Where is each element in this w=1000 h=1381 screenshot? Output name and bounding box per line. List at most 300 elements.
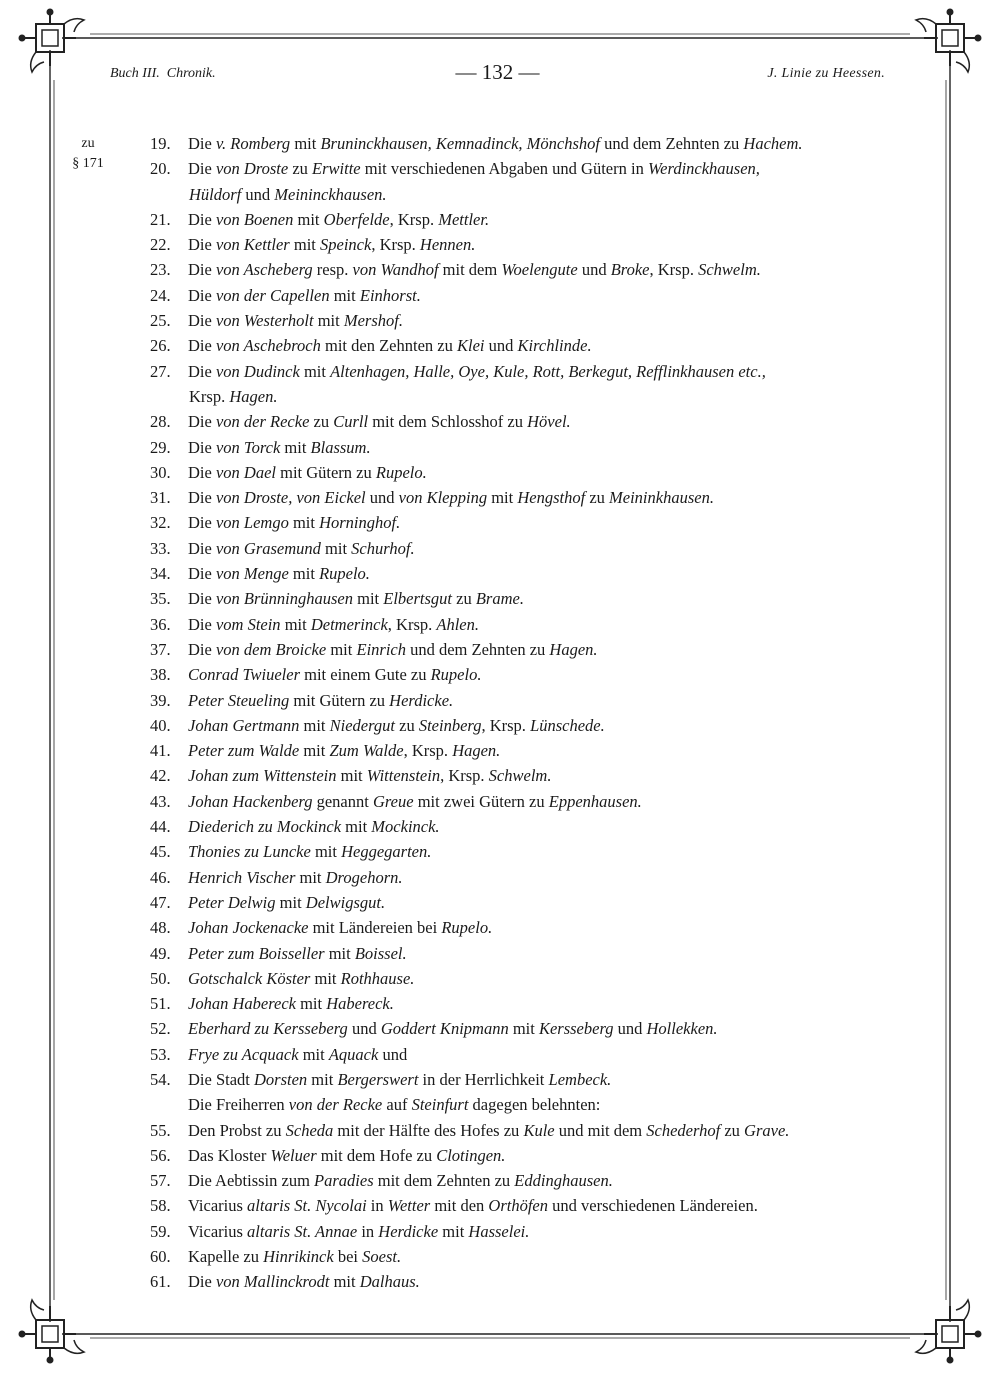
corner-ornament-top-left (19, 9, 84, 72)
entry-line (150, 865, 890, 890)
entry-name-italic: Ahlen. (436, 614, 480, 634)
entry-name-italic: Hengsthof (517, 488, 586, 508)
entry-number: 30. (150, 462, 171, 482)
entry-name-italic: Schwelm. (488, 766, 552, 786)
entry-line (150, 1269, 890, 1294)
entry-line (150, 991, 890, 1016)
page-number: — 132 — (455, 60, 540, 84)
corner-ornament-bottom-left (19, 1300, 84, 1363)
entry-number: 25. (150, 311, 171, 331)
entry-text: mit (295, 867, 326, 887)
entry-text: mit (280, 614, 311, 634)
entry-number: 40. (150, 715, 171, 735)
entry-line (150, 384, 890, 409)
entry-name-italic: Boissel. (354, 943, 407, 963)
entry-number: 56. (150, 1145, 171, 1165)
entry-number: 50. (150, 968, 171, 988)
entry-text: resp. (312, 260, 353, 280)
entry-text: Die (188, 412, 216, 432)
entry-name-italic: Hollekken. (646, 1019, 718, 1039)
entry-text: Die (188, 488, 216, 508)
entry-name-italic: Blassum. (310, 437, 371, 457)
entry-text: , Krsp. (387, 614, 437, 634)
entry-line (150, 359, 890, 384)
entry-list (150, 131, 890, 1295)
entry-name-italic: Schwelm. (698, 260, 761, 280)
entry-name-italic: Meininkhausen. (609, 488, 714, 508)
entry-text: mit (313, 311, 344, 331)
entry-text: Die (188, 614, 216, 634)
entry-name-italic: Hachem. (743, 134, 803, 153)
entry-name-italic: Werdinckhausen, (647, 159, 760, 179)
entry-name-italic: von der Recke (288, 1095, 383, 1115)
entry-line (150, 308, 890, 333)
entry-name-italic: Mershof. (343, 311, 403, 331)
entry-name-italic: Rupelo. (375, 462, 427, 482)
entry-text: Die (188, 260, 216, 280)
entry-line (150, 586, 890, 611)
entry-name-italic: von Droste (215, 159, 289, 179)
entry-text: mit (341, 817, 372, 837)
entry-name-italic: Peter Steueling (188, 690, 290, 710)
entry-text: Die (188, 235, 216, 255)
entry-name-italic: von Dudinck (215, 361, 300, 381)
entry-text: Den Probst zu (188, 1120, 286, 1140)
entry-name-italic: von Kettler (215, 235, 290, 255)
entry-text: mit (299, 361, 331, 381)
entry-name-italic: Peter Delwig (188, 892, 276, 912)
entry-text: zu (720, 1120, 745, 1140)
entry-line (150, 561, 890, 586)
entry-line (150, 435, 890, 460)
entry-name-italic: Johan Habereck (188, 994, 296, 1014)
entry-line (150, 612, 890, 637)
entry-name-italic: Hüldorf (189, 184, 242, 204)
entry-text: mit (326, 639, 357, 659)
entry-text: zu (452, 589, 476, 609)
entry-name-italic: Aquack (328, 1044, 379, 1064)
entry-name-italic: von Lemgo (215, 513, 289, 533)
entry-name-italic: von Wandhof (352, 260, 439, 280)
entry-name-italic: Speinck (320, 235, 372, 255)
entry-text: , Krsp. (649, 260, 699, 280)
entry-number: 22. (150, 235, 171, 255)
entry-name-italic: Gotschalck Köster (188, 968, 311, 988)
entry-number: 19. (150, 134, 171, 153)
entry-name-italic: von dem Broicke (215, 639, 327, 659)
entry-text: Die Aebtissin zum (188, 1171, 315, 1191)
entry-text: mit (289, 235, 320, 255)
entry-line (150, 1244, 890, 1269)
entry-text: mit (438, 1221, 469, 1241)
entry-line (150, 283, 890, 308)
entry-text: Die (188, 513, 216, 533)
entry-text: , Krsp. (389, 209, 439, 229)
entry-name-italic: Eppenhausen. (548, 791, 642, 811)
entry-text: mit den Zehnten zu (320, 336, 457, 356)
entry-name-italic: von Klepping (398, 488, 488, 508)
entry-text: mit zwei Gütern zu (413, 791, 549, 811)
entry-number: 42. (150, 766, 171, 786)
entry-name-italic: Mettler. (438, 209, 490, 229)
entry-text: Kapelle zu (188, 1247, 264, 1267)
entry-text: und (241, 184, 275, 204)
entry-name-italic: von Mallinckrodt (215, 1272, 330, 1292)
entry-name-italic: Hasselei. (468, 1221, 530, 1241)
entry-number: 55. (150, 1120, 171, 1140)
entry-number: 61. (150, 1272, 171, 1292)
entry-number: 52. (150, 1019, 171, 1039)
entry-number: 35. (150, 589, 171, 609)
entry-name-italic: Wetter (387, 1196, 431, 1216)
entry-text: Krsp. (189, 386, 230, 406)
entry-name-italic: Delwigsgut. (305, 892, 386, 912)
entry-text: mit (290, 134, 321, 153)
entry-name-italic: Rupelo. (430, 665, 482, 685)
entry-text: in (366, 1196, 388, 1216)
entry-name-italic: altaris St. Annae (247, 1221, 358, 1241)
entry-name-italic: Clotingen. (436, 1145, 506, 1165)
entry-name-italic: Heggegarten. (341, 842, 432, 862)
entry-name-italic: Bruninckhausen, Kemnadinck, Mönchshof (320, 134, 600, 153)
entry-text: zu (309, 412, 334, 432)
entry-text: Die (188, 437, 216, 457)
entry-name-italic: Conrad Twiueler (188, 665, 300, 685)
entry-line (150, 814, 890, 839)
entry-text: mit (329, 285, 360, 305)
entry-name-italic: Eberhard zu Kersseberg (188, 1019, 348, 1039)
entry-name-italic: Hinrikinck (263, 1247, 334, 1267)
entry-text: und (378, 1044, 408, 1064)
entry-text: Die (188, 361, 216, 381)
entry-text: , Krsp. (481, 715, 531, 735)
entry-number: 29. (150, 437, 171, 457)
entry-name-italic: von Aschebroch (215, 336, 321, 356)
entry-line (150, 713, 890, 738)
header-left: Buch III. Chronik. (110, 66, 216, 81)
entry-text: und mit dem (554, 1120, 647, 1140)
entry-text: und (347, 1019, 381, 1039)
entry-text: mit (352, 589, 384, 609)
entry-name-italic: Frye zu Acquack (188, 1044, 299, 1064)
entry-line (150, 1193, 890, 1218)
entry-text: zu (585, 488, 610, 508)
entry-name-italic: Weluer (270, 1145, 317, 1165)
entry-text: mit (310, 842, 342, 862)
entry-line (150, 1042, 890, 1067)
entry-name-italic: Elbertsgut (383, 589, 452, 609)
entry-number: 46. (150, 867, 171, 887)
entry-name-italic: von der Recke (215, 412, 310, 432)
entry-name-italic: Orthöfen (488, 1196, 549, 1216)
entry-name-italic: Goddert Knipmann (380, 1019, 509, 1039)
entry-name-italic: Wittenstein (366, 766, 441, 786)
entry-name-italic: von Dael (215, 462, 276, 482)
entry-text: mit Gütern zu (275, 462, 376, 482)
entry-text: zu (395, 715, 419, 735)
entry-text: Die (188, 589, 216, 609)
entry-line (150, 1143, 890, 1168)
entry-number: 41. (150, 741, 171, 761)
entry-line (150, 890, 890, 915)
entry-text: Das Kloster (188, 1145, 271, 1165)
entry-name-italic: Brame. (475, 589, 524, 609)
entry-name-italic: Rupelo. (441, 918, 493, 938)
entry-number: 60. (150, 1247, 171, 1267)
entry-line (150, 485, 890, 510)
entry-number: 33. (150, 538, 171, 558)
entry-text: , Krsp. (371, 235, 420, 255)
entry-name-italic: Peter zum Walde (188, 741, 300, 761)
entry-name-italic: Altenhagen, Halle, Oye, Kule, Rott, Berkegut, Refflinkhausen etc., (330, 361, 766, 381)
entry-text: genannt (312, 791, 373, 811)
entry-name-italic: Rupelo. (319, 564, 370, 584)
entry-name-italic: von Ascheberg (215, 260, 313, 280)
entry-number: 31. (150, 488, 171, 508)
entry-name-italic: Scheda (285, 1120, 334, 1140)
entry-text: auf (382, 1095, 412, 1115)
margin-note: zu § 171 (72, 136, 104, 171)
entry-number: 54. (150, 1069, 171, 1089)
entry-name-italic: Steinberg (418, 715, 482, 735)
entry-text: mit Gütern zu (289, 690, 390, 710)
entry-name-italic: Grave. (744, 1120, 790, 1140)
entry-line (150, 688, 890, 713)
entry-name-italic: Dalhaus. (359, 1272, 420, 1292)
entry-number: 24. (150, 285, 171, 305)
entry-number: 39. (150, 690, 171, 710)
entry-line (150, 207, 890, 232)
entry-number: 57. (150, 1171, 171, 1191)
entry-text: und (613, 1019, 647, 1039)
entry-text: mit (293, 209, 324, 229)
entry-name-italic: Thonies zu Luncke (188, 842, 311, 862)
entry-text: in (357, 1221, 379, 1241)
header-right: J. Linie zu Heessen. (767, 66, 885, 81)
entry-number: 38. (150, 665, 171, 685)
entry-name-italic: von Grasemund (215, 538, 321, 558)
entry-name-italic: Detmerinck (310, 614, 388, 634)
entry-number: 59. (150, 1221, 171, 1241)
entry-text: Die (188, 639, 216, 659)
entry-line (150, 460, 890, 485)
entry-name-italic: Diederich zu Mockinck (188, 817, 342, 837)
entry-name-italic: Johan Hackenberg (188, 791, 313, 811)
entry-number: 37. (150, 639, 171, 659)
entry-name-italic: Paradies (314, 1171, 374, 1191)
entry-text: und (577, 260, 611, 280)
entry-number: 21. (150, 209, 171, 229)
entry-name-italic: altaris St. Nycolai (247, 1196, 367, 1216)
entry-text: mit einem Gute zu (300, 665, 431, 685)
corner-ornament-top-right (916, 9, 981, 72)
entry-text: mit (295, 994, 327, 1014)
entry-name-italic: Herdicke. (389, 690, 454, 710)
entry-name-italic: Niedergut (329, 715, 396, 735)
entry-name-italic: Einrich (356, 639, 406, 659)
entry-line (150, 941, 890, 966)
entry-name-italic: Woelengute (501, 260, 578, 280)
entry-text: Die (188, 336, 216, 356)
entry-name-italic: von Droste, von Eickel (215, 488, 366, 508)
entry-name-italic: Dorsten (254, 1069, 308, 1089)
entry-name-italic: Herdicke (378, 1221, 439, 1241)
entry-text: bei (333, 1247, 363, 1267)
entry-number: 32. (150, 513, 171, 533)
entry-name-italic: Meininckhausen. (274, 184, 387, 204)
entry-name-italic: von der Capellen (215, 285, 330, 305)
entry-name-italic: Lembeck. (548, 1069, 612, 1089)
entry-text: mit (320, 538, 352, 558)
entry-text: mit (310, 968, 341, 988)
entry-line (150, 1092, 890, 1117)
entry-text: mit (299, 741, 330, 761)
entry-text: mit (508, 1019, 539, 1039)
entry-text: mit dem Schlosshof zu (368, 412, 528, 432)
entry-line (150, 510, 890, 535)
entry-name-italic: Schederhof (646, 1120, 721, 1140)
entry-line (150, 232, 890, 257)
entry-name-italic: v. Romberg (215, 134, 291, 153)
entry-line (150, 789, 890, 814)
entry-text: Die (188, 159, 216, 179)
entry-text: zu (288, 159, 313, 179)
entry-name-italic: Soest. (362, 1247, 402, 1267)
entry-text: in der Herrlichkeit (418, 1069, 549, 1089)
entry-name-italic: Zum Walde (329, 741, 404, 761)
entry-text: mit (275, 892, 306, 912)
entry-number: 51. (150, 994, 171, 1014)
entry-name-italic: von Boenen (215, 209, 294, 229)
entry-line (150, 156, 890, 181)
entry-text: , Krsp. (440, 766, 489, 786)
entry-line (150, 409, 890, 434)
entry-name-italic: Peter zum Boisseller (188, 943, 325, 963)
entry-name-italic: Hövel. (527, 412, 571, 432)
entry-number: 26. (150, 336, 171, 356)
entry-line (150, 1168, 890, 1193)
entry-number: 49. (150, 943, 171, 963)
entry-name-italic: Horninghof. (319, 513, 401, 533)
entry-text: dagegen belehnten: (468, 1095, 601, 1115)
entry-line (150, 738, 890, 763)
entry-name-italic: vom Stein (215, 614, 281, 634)
entry-name-italic: Hennen. (419, 235, 476, 255)
entry-text: mit (299, 715, 330, 735)
entry-text: mit (288, 513, 320, 533)
entry-name-italic: Henrich Vischer (188, 867, 296, 887)
entry-name-italic: Erwitte (312, 159, 361, 179)
entry-number: 47. (150, 892, 171, 912)
entry-text: und (365, 488, 399, 508)
entry-text: und dem Zehnten zu (405, 639, 550, 659)
entry-number: 43. (150, 791, 171, 811)
entry-text: Die (188, 285, 216, 305)
entry-number: 20. (150, 159, 171, 179)
entry-name-italic: Rothhause. (340, 968, 415, 988)
entry-line (150, 763, 890, 788)
entry-text: Die (188, 538, 216, 558)
entry-name-italic: Bergerswert (337, 1069, 419, 1089)
entry-text: mit (280, 437, 311, 457)
entry-name-italic: Lünschede. (530, 715, 605, 735)
entry-name-italic: Hagen. (549, 639, 598, 659)
entry-name-italic: Habereck. (326, 994, 394, 1014)
entry-text: und (484, 336, 518, 356)
entry-text: Die (188, 311, 216, 331)
entry-text: Die (188, 462, 216, 482)
entry-number: 53. (150, 1044, 171, 1064)
entry-name-italic: Curll (333, 412, 369, 432)
entry-number: 44. (150, 817, 171, 837)
entry-name-italic: von Menge (215, 564, 289, 584)
entry-number: 27. (150, 361, 171, 381)
entry-line (150, 637, 890, 662)
entry-name-italic: Hagen. (452, 741, 501, 761)
entry-text: mit verschiedenen Abgaben und Gütern in (360, 159, 648, 179)
entry-text: mit dem Zehnten zu (373, 1171, 515, 1191)
entry-name-italic: Klei (456, 336, 485, 356)
entry-text: , Krsp. (403, 741, 453, 761)
entry-line (150, 662, 890, 687)
entry-name-italic: Schurhof. (351, 538, 415, 558)
entry-line (150, 257, 890, 282)
entry-number: 23. (150, 260, 171, 280)
entry-line (150, 333, 890, 358)
entry-line (150, 1219, 890, 1244)
entry-name-italic: Einhorst. (359, 285, 421, 305)
entry-text: mit (288, 564, 320, 584)
entry-name-italic: Eddinghausen. (514, 1171, 613, 1191)
entry-text: mit den (430, 1196, 489, 1216)
entry-line (150, 839, 890, 864)
entry-text: mit (487, 488, 518, 508)
entry-name-italic: Johan zum Wittenstein (188, 766, 337, 786)
entry-line (150, 1118, 890, 1143)
entry-line (150, 182, 890, 207)
entry-name-italic: von Westerholt (215, 311, 314, 331)
entry-text: mit der Hälfte des Hofes zu (333, 1120, 524, 1140)
entry-text: mit (324, 943, 355, 963)
entry-name-italic: Johan Gertmann (188, 715, 300, 735)
entry-name-italic: Kule (523, 1120, 555, 1140)
entry-name-italic: Mockinck. (371, 817, 440, 837)
entry-number: 34. (150, 564, 171, 584)
entry-line (150, 131, 890, 156)
entry-text: mit Ländereien bei (308, 918, 442, 938)
entry-text: mit (307, 1069, 338, 1089)
entry-line (150, 536, 890, 561)
entry-line (150, 966, 890, 991)
entry-text: Die (188, 564, 216, 584)
entry-name-italic: Drogehorn. (325, 867, 403, 887)
entry-line (150, 1016, 890, 1041)
entry-text: mit (336, 766, 367, 786)
entry-name-italic: Oberfelde (323, 209, 390, 229)
entry-line (150, 915, 890, 940)
entry-name-italic: von Torck (215, 437, 281, 457)
entry-name-italic: Johan Jockenacke (188, 918, 309, 938)
entry-name-italic: Steinfurt (411, 1095, 469, 1115)
entry-text: Vicarius (188, 1196, 248, 1216)
entry-text: Die (188, 134, 216, 153)
entry-text: Die (188, 1272, 216, 1292)
entry-text: mit dem Hofe zu (316, 1145, 437, 1165)
entry-number: 45. (150, 842, 171, 862)
entry-name-italic: Kersseberg (538, 1019, 614, 1039)
entry-number: 28. (150, 412, 171, 432)
entry-text: Die (188, 209, 216, 229)
